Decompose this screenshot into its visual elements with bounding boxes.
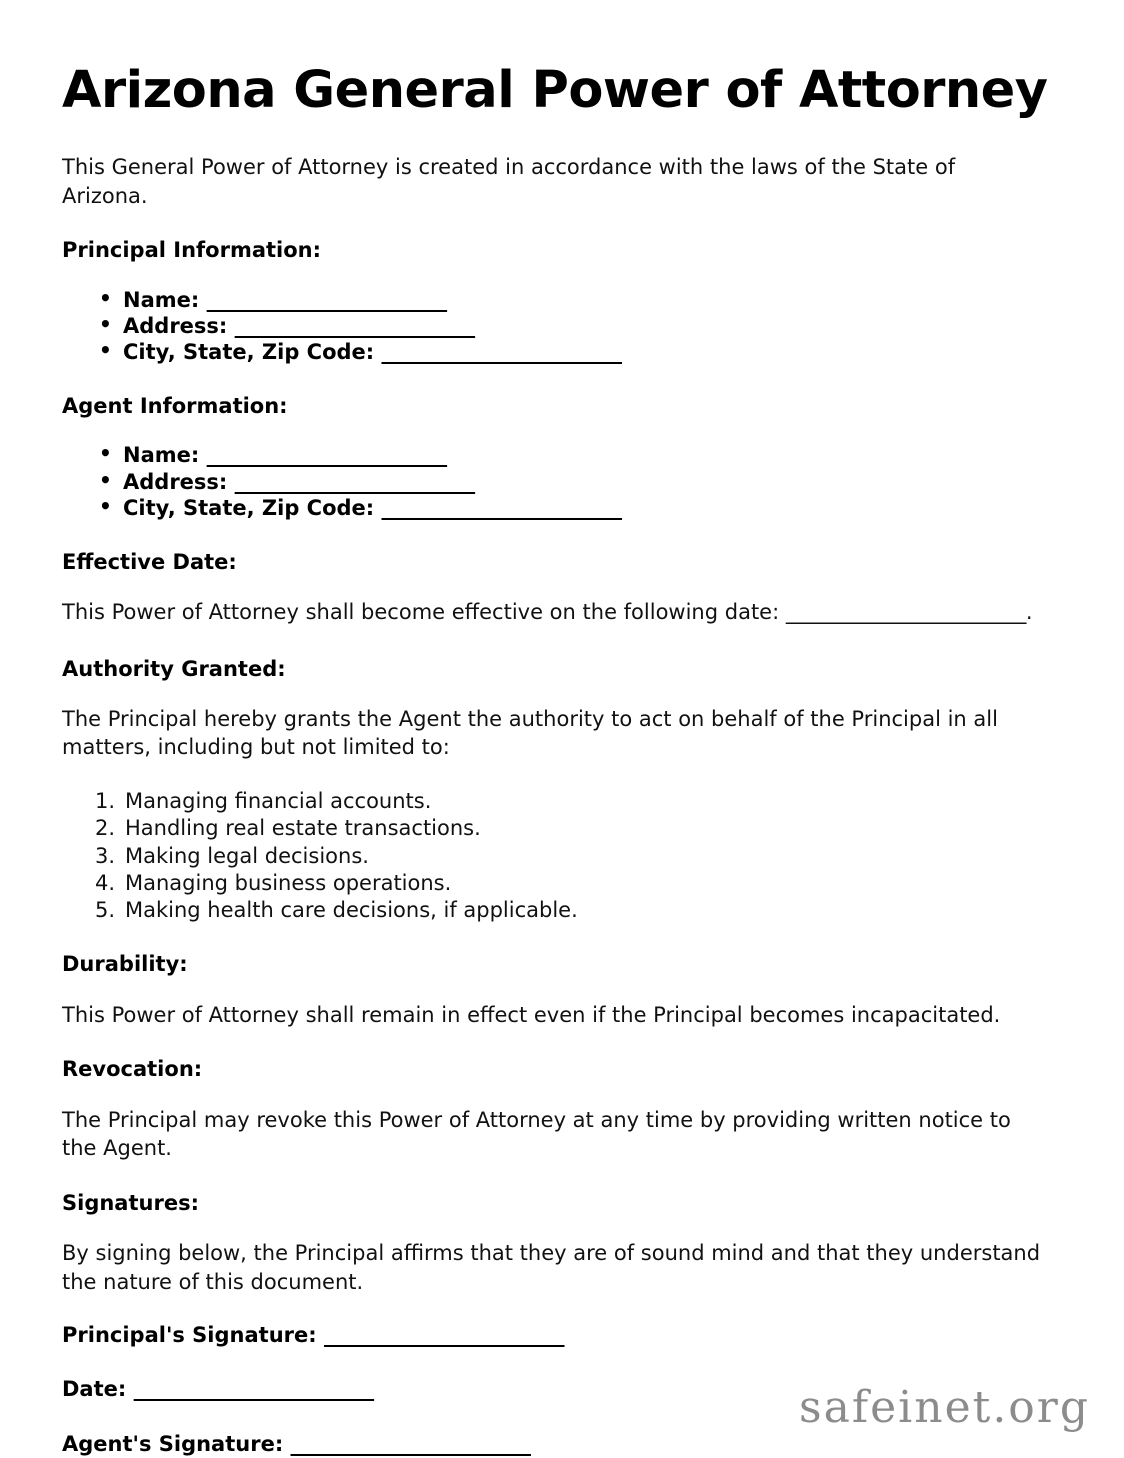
list-item [97,313,1062,339]
agent-signature-label: Agent's Signature: [62,1431,284,1456]
list-item: Managing business operations. [125,870,452,895]
signature-date-label: Date: [62,1377,127,1402]
effective-date-blank[interactable]: ________________________ [785,599,1026,624]
list-item: Making legal decisions. [125,843,369,868]
agent-signature-line [62,1431,1062,1458]
list-item [97,469,1062,495]
agent-information-fields [62,442,1062,521]
effective-date-heading: Effective Date: [62,549,237,574]
field-blank[interactable]: ________________________ [234,314,475,338]
signatures-paragraph: By signing below, the Principal affirms that they are of sound mind and that they understand the nature of this document. [62,1241,1041,1294]
principal-signature-blank[interactable]: ________________________ [323,1323,564,1348]
field-label: City, State, Zip Code: [123,340,375,365]
durability-heading: Durability: [62,952,188,977]
durability-paragraph: This Power of Attorney shall remain in effect even if the Principal becomes incapacitated. [62,1002,1001,1027]
watermark: safeinet.org [799,1382,1090,1433]
revocation-paragraph: The Principal may revoke this Power of Attorney at any time by providing written notice to the Agent. [62,1107,1011,1161]
list-item [97,287,1062,313]
field-blank[interactable]: ________________________ [206,443,447,468]
field-blank[interactable]: ________________________ [206,287,447,312]
effective-date-text: This Power of Attorney shall become effective on the following date: [62,599,780,624]
field-blank[interactable]: ________________________ [381,340,622,365]
field-label: City, State, Zip Code: [123,496,375,521]
field-label: Name: [123,443,200,468]
list-item: Handling real estate transactions. [125,816,481,841]
field-label: Address: [123,314,228,338]
principal-signature-label: Principal's Signature: [62,1323,317,1348]
principal-signature-line [62,1322,1062,1349]
agent-information-heading: Agent Information: [62,393,288,418]
field-label: Name: [123,287,200,312]
revocation-heading: Revocation: [62,1057,203,1082]
principal-information-fields [62,287,1062,366]
field-label: Address: [123,469,228,494]
effective-date-terminator: . [1025,599,1033,624]
agent-signature-blank[interactable]: ________________________ [290,1431,531,1456]
signatures-heading: Signatures: [62,1190,199,1215]
intro-paragraph: This General Power of Attorney is created in accordance with the laws of the State of Arizona. [62,155,956,208]
list-item [97,495,1062,521]
list-item: Managing financial accounts. [125,788,432,813]
principal-information-heading: Principal Information: [62,238,322,263]
authority-granted-intro: The Principal hereby grants the Agent the authority to act on behalf of the Principal in all matters, including but not limited to: [62,706,998,760]
list-item [97,339,1062,365]
authority-granted-list [62,788,1062,924]
signature-date-blank[interactable]: ________________________ [133,1377,374,1402]
field-blank[interactable]: ________________________ [381,496,622,521]
effective-date-paragraph [62,598,1047,627]
authority-granted-heading: Authority Granted: [62,656,286,681]
page-title: Arizona General Power of Attorney [62,61,1048,120]
list-item [97,442,1062,468]
list-item: Making health care decisions, if applicable. [125,898,578,923]
field-blank[interactable]: ________________________ [234,469,475,494]
